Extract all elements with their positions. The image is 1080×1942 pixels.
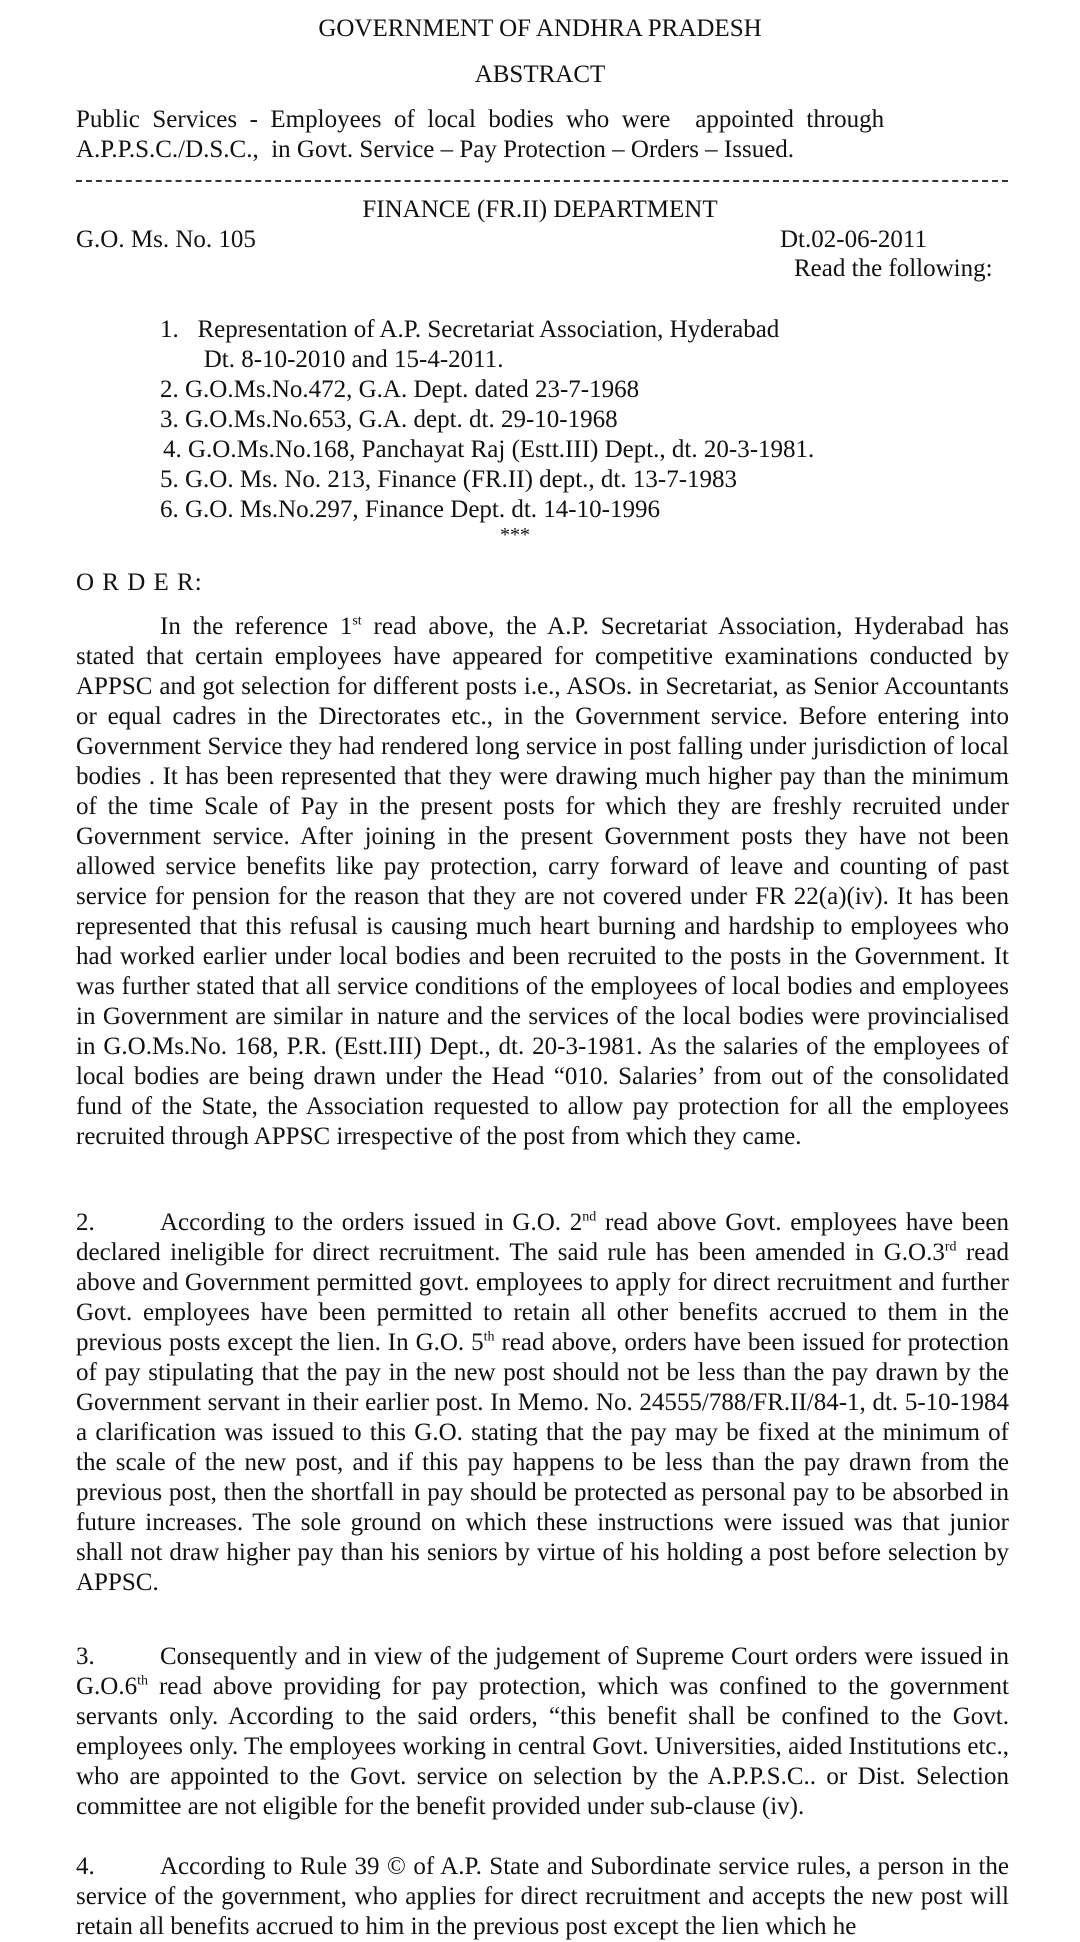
reference-item: 3. G.O.Ms.No.653, G.A. dept. dt. 29-10-1968 bbox=[160, 406, 618, 433]
abstract-title: ABSTRACT bbox=[474, 61, 606, 88]
reference-item: 2. G.O.Ms.No.472, G.A. Dept. dated 23-7-1968 bbox=[160, 376, 640, 403]
stars-separator: *** bbox=[500, 524, 530, 546]
paragraph-3: 3. Consequently and in view of the judgement of Supreme Court orders were issued in G.O.6th read above providing for pay protection, which was confined to the government servants only. According to the said orders, “this benefit shall be confined to the Govt. employees only. The employees working in central Govt. Universities, aided Institutions etc., who are appointed to the Govt. service on selection by the A.P.P.S.C.. or Dist. Selection committee are not eligible for the benefit provided under sub-clause (iv). bbox=[76, 1643, 1009, 1820]
read-following: Read the following: bbox=[794, 255, 993, 282]
government-title: GOVERNMENT OF ANDHRA PRADESH bbox=[318, 15, 762, 42]
reference-item: 6. G.O. Ms.No.297, Finance Dept. dt. 14-10-1996 bbox=[160, 496, 660, 523]
reference-item: 5. G.O. Ms. No. 213, Finance (FR.II) dept., dt. 13-7-1983 bbox=[160, 466, 738, 493]
paragraph-1: In the reference 1st read above, the A.P. Secretariat Association, Hyderabad has stated that certain employees have appeared for competitive examinations conducted by APPSC and got selection for different posts i.e., ASOs. in Secretariat, as Senior Accountants or equal cadres in the Directorates etc., in the Government service. Before entering into Government Service they had rendered long service in post falling under jurisdiction of local bodies . It has been represented that they were drawing much higher pay than the minimum of the time Scale of Pay in the present posts for which they are freshly recruited under Government service. After joining in the present Government posts they have not been allowed service benefits like pay protection, carry forward of leave and counting of past service for pension for the reason that they are not covered under FR 22(a)(iv). It has been represented that this refusal is causing much heart burning and hardship to employees who had worked earlier under local bodies and been recruited to the posts in the Government. It was further stated that all service conditions of the employees of local bodies and employees in Government are similar in nature and the services of the local bodies were provincialised in G.O.Ms.No. 168, P.R. (Estt.III) Dept., dt. 20-3-1981. As the salaries of the employees of local bodies are being drawn under the Head “010. Salaries’ from out of the consolidated fund of the State, the Association requested to allow pay protection for all the employees recruited through APPSC irrespective of the post from which they came. bbox=[76, 613, 1009, 1150]
subject-line-1: Public Services - Employees of local bodies who were appointed through bbox=[76, 106, 885, 133]
subject-line-2: A.P.P.S.C./D.S.C., in Govt. Service – Pay Protection – Orders – Issued. bbox=[76, 136, 795, 163]
paragraph-4: 4. According to Rule 39 © of A.P. State and Subordinate service rules, a person in the service of the government, who applies for direct recruitment and accepts the new post will retain all benefits accrued to him in the previous post except the lien which he bbox=[76, 1853, 1009, 1940]
order-heading: O R D E R: bbox=[76, 569, 203, 596]
reference-item: 1. Representation of A.P. Secretariat Association, Hyderabad bbox=[160, 316, 780, 343]
paragraph-2: 2. According to the orders issued in G.O. 2nd read above Govt. employees have been declared ineligible for direct recruitment. The said rule has been amended in G.O.3rd read above and Government permitted govt. employees to apply for direct recruitment and further Govt. employees have been permitted to retain all other benefits accrued to them in the previous posts except the lien. In G.O. 5th read above, orders have been issued for protection of pay stipulating that the pay in the new post should not be less than the pay drawn by the Government servant in their earlier post. In Memo. No. 24555/788/FR.II/84-1, dt. 5-10-1984 a clarification was issued to this G.O. stating that the pay may be fixed at the minimum of the scale of the new post, and if this pay happens to be less than the pay drawn from the previous post, then the shortfall in pay should be protected as personal pay to be absorbed in future increases. The sole ground on which these instructions were issued was that junior shall not draw higher pay than his seniors by virtue of his holding a post before selection by APPSC. bbox=[76, 1209, 1009, 1596]
references-list bbox=[160, 315, 920, 525]
go-date: Dt.02-06-2011 bbox=[780, 226, 927, 253]
separator-dashed-line bbox=[76, 180, 1008, 182]
department-name: FINANCE (FR.II) DEPARTMENT bbox=[362, 196, 718, 223]
go-number: G.O. Ms. No. 105 bbox=[76, 226, 256, 253]
reference-item: 4. G.O.Ms.No.168, Panchayat Raj (Estt.III) Dept., dt. 20-3-1981. bbox=[163, 436, 815, 463]
reference-item: Dt. 8-10-2010 and 15-4-2011. bbox=[160, 346, 504, 373]
